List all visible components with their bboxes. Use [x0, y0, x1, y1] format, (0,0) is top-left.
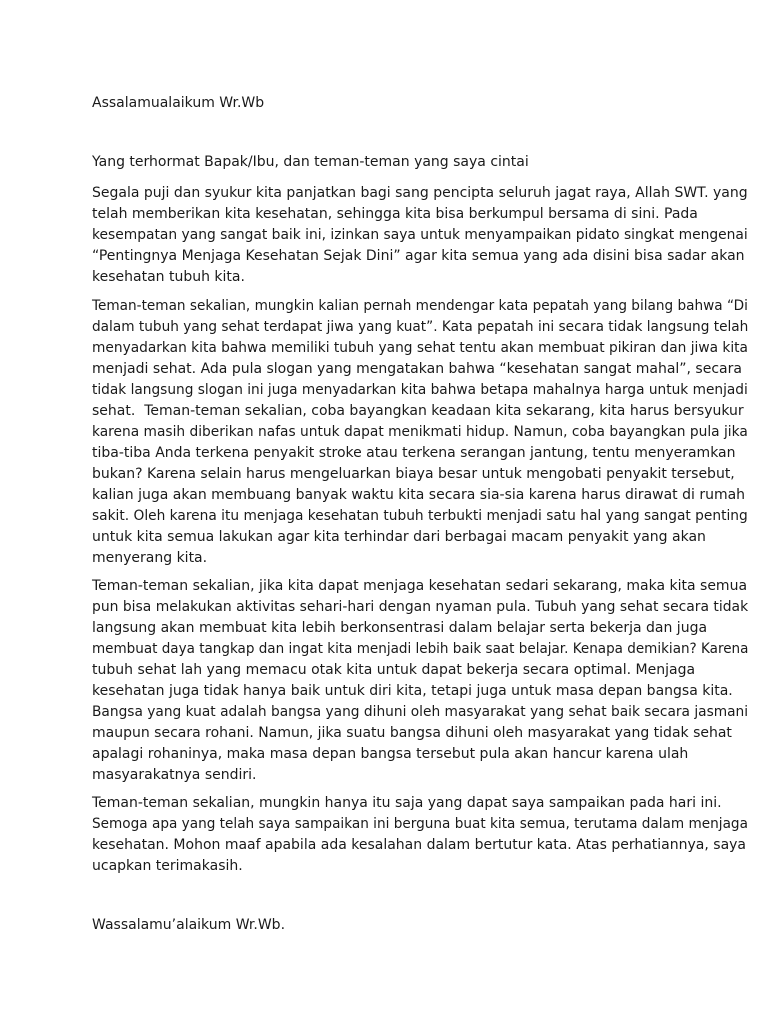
paragraph-line: “Pentingnya Menjaga Kesehatan Sejak Dini” agar kita semua yang ada disini bisa sadar akan: [92, 248, 745, 264]
closing: Wassalamu’alaikum Wr.Wb.: [92, 917, 286, 933]
paragraph-line: sakit. Oleh karena itu menjaga kesehatan tubuh terbukti menjadi satu hal yang sangat penting: [92, 508, 748, 524]
paragraph-line: tiba-tiba Anda terkena penyakit stroke atau terkena serangan jantung, tentu menyeramkan: [92, 445, 736, 461]
paragraph-line: telah memberikan kita kesehatan, sehingga kita bisa berkumpul bersama di sini. Pada: [92, 206, 698, 222]
paragraph-line: pun bisa melakukan aktivitas sehari-hari dengan nyaman pula. Tubuh yang sehat secara tidak: [92, 599, 749, 615]
paragraph-line: kalian juga akan membuang banyak waktu kita secara sia-sia karena harus dirawat di rumah: [92, 487, 746, 503]
paragraph-line: apalagi rohaninya, maka masa depan bangsa tersebut pula akan hancur karena ulah: [92, 746, 689, 762]
paragraph-line: kesehatan juga tidak hanya baik untuk diri kita, tetapi juga untuk masa depan bangsa kita.: [92, 683, 733, 699]
paragraph-line: tidak langsung slogan ini juga menyadarkan kita bahwa betapa mahalnya harga untuk menjadi: [92, 382, 748, 398]
paragraph-line: Semoga apa yang telah saya sampaikan ini berguna buat kita semua, terutama dalam menjaga: [92, 816, 748, 832]
salutation: Yang terhormat Bapak/Ibu, dan teman-teman yang saya cintai: [92, 154, 529, 170]
paragraph-line: sehat. Teman-teman sekalian, coba bayangkan keadaan kita sekarang, kita harus bersyukur: [92, 403, 744, 419]
paragraph-line: menyerang kita.: [92, 550, 208, 566]
paragraph-line: langsung akan membuat kita lebih berkonsentrasi dalam belajar serta bekerja dan juga: [92, 620, 708, 636]
paragraph-line: Teman-teman sekalian, mungkin hanya itu saja yang dapat saya sampaikan pada hari ini.: [92, 795, 722, 811]
paragraph-line: Teman-teman sekalian, mungkin kalian pernah mendengar kata pepatah yang bilang bahwa “Di: [92, 298, 748, 314]
paragraph-line: masyarakatnya sendiri.: [92, 767, 257, 783]
paragraph-line: Segala puji dan syukur kita panjatkan bagi sang pencipta seluruh jagat raya, Allah SWT. yang: [92, 185, 748, 201]
paragraph-line: kesehatan. Mohon maaf apabila ada kesalahan dalam bertutur kata. Atas perhatiannya, saya: [92, 837, 747, 853]
paragraph-line: untuk kita semua lakukan agar kita terhindar dari berbagai macam penyakit yang akan: [92, 529, 706, 545]
paragraph-line: tubuh sehat lah yang memacu otak kita untuk dapat bekerja secara optimal. Menjaga: [92, 662, 696, 678]
paragraph-line: Teman-teman sekalian, jika kita dapat menjaga kesehatan sedari sekarang, maka kita semua: [92, 578, 748, 594]
paragraph-line: kesehatan tubuh kita.: [92, 269, 245, 285]
paragraph-line: Bangsa yang kuat adalah bangsa yang dihuni oleh masyarakat yang sehat baik secara jasmani: [92, 704, 749, 720]
paragraph-line: karena masih diberikan nafas untuk dapat menikmati hidup. Namun, coba bayangkan pula jika: [92, 424, 748, 440]
paragraph-line: membuat daya tangkap dan ingat kita menjadi lebih baik saat belajar. Kenapa demikian? Karena: [92, 641, 749, 657]
paragraph-line: dalam tubuh yang sehat terdapat jiwa yang kuat”. Kata pepatah ini secara tidak langsung telah: [92, 319, 749, 335]
paragraph-line: kesempatan yang sangat baik ini, izinkan saya untuk menyampaikan pidato singkat mengenai: [92, 227, 748, 243]
paragraph-line: menyadarkan kita bahwa memiliki tubuh yang sehat tentu akan membuat pikiran dan jiwa kita: [92, 340, 748, 356]
paragraph-line: maupun secara rohani. Namun, jika suatu bangsa dihuni oleh masyarakat yang tidak sehat: [92, 725, 732, 741]
paragraph-line: menjadi sehat. Ada pula slogan yang mengatakan bahwa “kesehatan sangat mahal”, secara: [92, 361, 742, 377]
greeting: Assalamualaikum Wr.Wb: [92, 95, 265, 111]
paragraph-line: bukan? Karena selain harus mengeluarkan biaya besar untuk mengobati penyakit tersebut,: [92, 466, 735, 482]
paragraph-line: ucapkan terimakasih.: [92, 858, 243, 874]
